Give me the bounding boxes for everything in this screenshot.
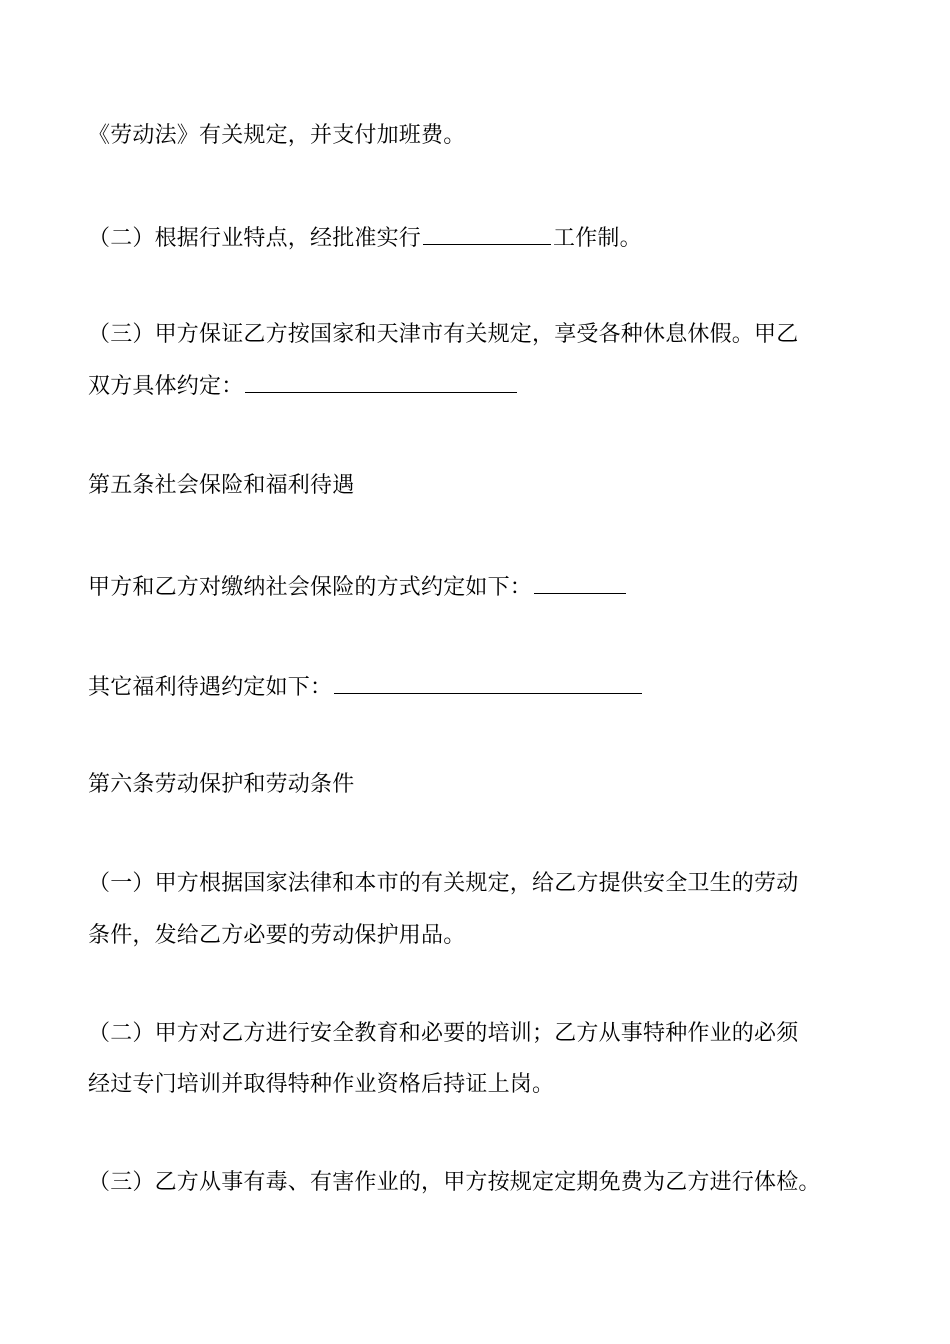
- paragraph-safety-training-line1: [88, 1019, 798, 1049]
- section-heading-article-5: [88, 471, 354, 501]
- paragraph-text: （二）甲方对乙方进行安全教育和必要的培训；乙方从事特种作业的必须: [88, 1021, 799, 1046]
- rest-leave-blank-field[interactable]: [245, 370, 517, 393]
- paragraph-text: （三）甲方保证乙方按国家和天津市有关规定，享受各种休息休假。甲乙: [88, 322, 799, 347]
- paragraph-overtime-law: [88, 121, 465, 151]
- section-heading-article-6: [88, 770, 354, 800]
- paragraph-text: 其它福利待遇约定如下：: [88, 675, 333, 700]
- paragraph-labor-protection-line1: [88, 869, 798, 899]
- section-heading-text: 第六条劳动保护和劳动条件: [88, 772, 355, 797]
- paragraph-safety-training-line2: [88, 1070, 554, 1100]
- paragraph-text: 《劳动法》有关规定，并支付加班费。: [88, 123, 466, 148]
- paragraph-health-check: [88, 1168, 821, 1198]
- paragraph-other-benefits: [88, 671, 644, 703]
- paragraph-text: 工作制。: [553, 226, 642, 251]
- paragraph-text: （二）根据行业特点，经批准实行: [88, 226, 422, 251]
- paragraph-rest-leave-line1: [88, 320, 798, 350]
- paragraph-text: （三）乙方从事有毒、有害作业的，甲方按规定定期免费为乙方进行体检。: [88, 1170, 821, 1195]
- paragraph-text: 双方具体约定：: [88, 374, 244, 399]
- paragraph-text: 甲方和乙方对缴纳社会保险的方式约定如下：: [88, 575, 533, 600]
- paragraph-text: 条件，发给乙方必要的劳动保护用品。: [88, 923, 466, 948]
- paragraph-labor-protection-line2: [88, 921, 465, 951]
- paragraph-text: （一）甲方根据国家法律和本市的有关规定，给乙方提供安全卫生的劳动: [88, 871, 799, 896]
- section-heading-text: 第五条社会保险和福利待遇: [88, 473, 355, 498]
- paragraph-work-system: [88, 222, 642, 254]
- paragraph-social-insurance: [88, 571, 628, 603]
- social-insurance-blank-field[interactable]: [534, 571, 626, 594]
- paragraph-rest-leave-line2: [88, 370, 519, 402]
- paragraph-text: 经过专门培训并取得特种作业资格后持证上岗。: [88, 1072, 555, 1097]
- work-system-blank-field[interactable]: [423, 222, 551, 245]
- other-benefits-blank-field[interactable]: [334, 671, 642, 694]
